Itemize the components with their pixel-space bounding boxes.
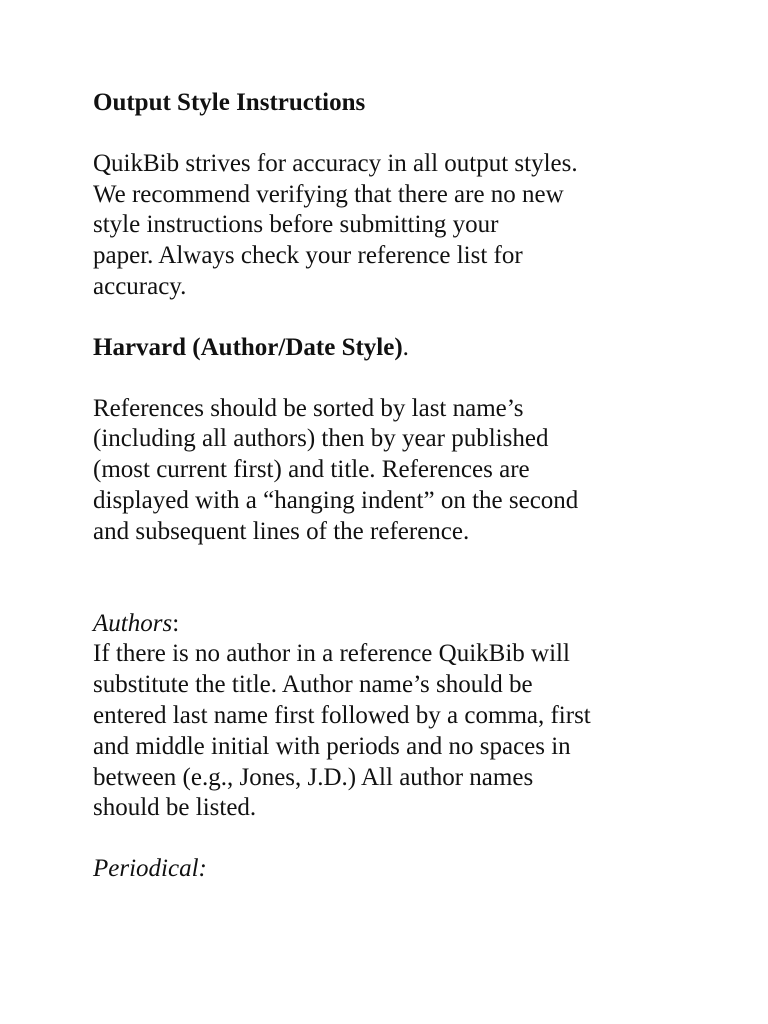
section-heading-suffix: . [402, 333, 409, 361]
document-page [93, 88, 713, 885]
periodical-label [93, 854, 713, 885]
authors-label-text: Authors [93, 609, 173, 637]
section-heading [93, 333, 713, 364]
sorting-line: and subsequent lines of the reference. [93, 517, 470, 545]
authors-line: between (e.g., Jones, J.D.) All author names [93, 763, 534, 791]
authors-label-suffix: : [172, 609, 180, 637]
intro-line: accuracy. [93, 272, 187, 300]
authors-line: substitute the title. Author name’s should be [93, 671, 533, 699]
sorting-line: (including all authors) then by year published [93, 425, 549, 453]
authors-paragraph [93, 639, 713, 824]
intro-paragraph [93, 149, 713, 303]
intro-line: paper. Always check your reference list for [93, 242, 523, 270]
sorting-line: References should be sorted by last name’s [93, 394, 524, 422]
authors-line: If there is no author in a reference QuikBib will [93, 640, 570, 668]
intro-line: We recommend verifying that there are no new [93, 180, 564, 208]
authors-label [93, 609, 713, 640]
document-title-text: Output Style Instructions [93, 89, 366, 116]
periodical-label-text: Periodical: [93, 855, 207, 883]
intro-line: QuikBib strives for accuracy in all output styles. [93, 149, 578, 177]
authors-line: entered last name first followed by a comma, first [93, 701, 591, 729]
authors-line: should be listed. [93, 794, 257, 822]
sorting-line: (most current first) and title. References are [93, 456, 530, 484]
sorting-paragraph [93, 394, 713, 548]
section-heading-text: Harvard (Author/Date Style) [93, 333, 403, 361]
intro-line: style instructions before submitting your [93, 211, 499, 239]
document-title [93, 88, 713, 119]
sorting-line: displayed with a “hanging indent” on the second [93, 486, 579, 514]
authors-line: and middle initial with periods and no spaces in [93, 732, 571, 760]
